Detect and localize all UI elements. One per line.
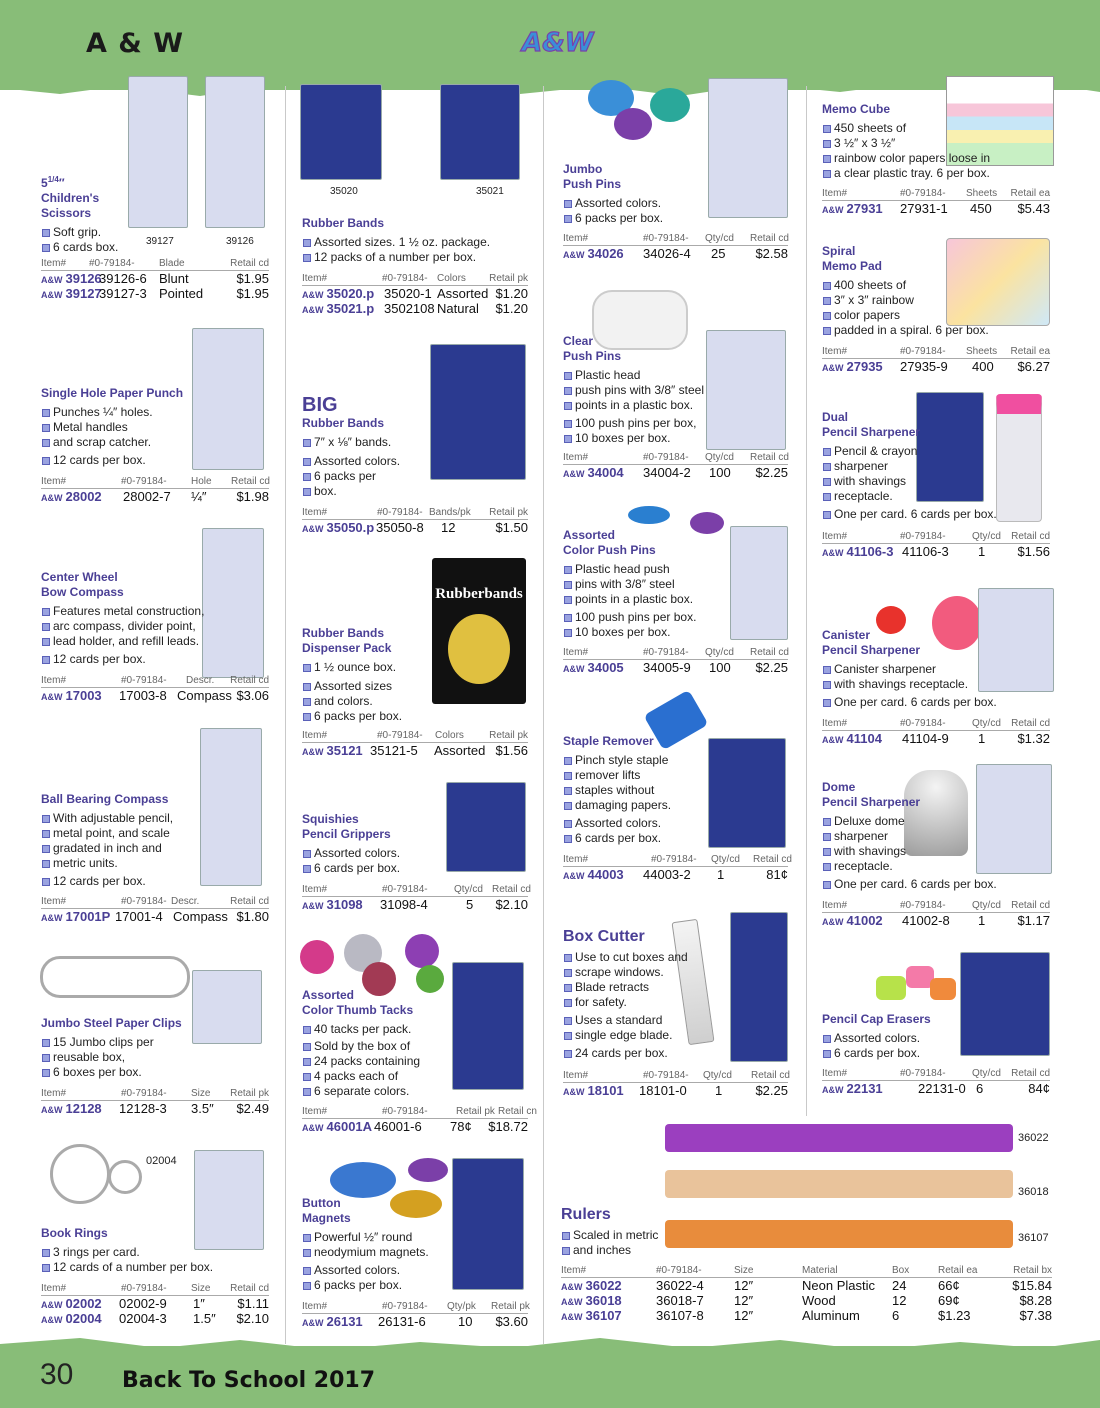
product-title: Pencil Sharpener	[822, 425, 921, 439]
product-thumb-tacks	[302, 988, 450, 1099]
product-title: Dual	[822, 410, 849, 424]
eraser-image	[876, 976, 906, 1000]
table-header: Item# #0-79184- Bands/pk Retail pk	[302, 507, 528, 518]
table-header: Item# #0-79184- Qty/cd Retail cd	[822, 718, 1050, 729]
bullet: 12 cards per box.	[41, 453, 191, 468]
price-table	[822, 899, 1050, 928]
product-title: Canister	[822, 628, 871, 642]
table-row: A&W 35121 35121-5 Assorted $1.56	[302, 743, 528, 758]
bullet: With adjustable pencil,	[41, 811, 201, 826]
bullet: One per card. 6 cards per box.	[822, 877, 1012, 892]
product-title: Magnets	[302, 1211, 351, 1225]
rubberbands-dispenser-image	[432, 558, 526, 704]
bullet-cont: 6 cards per box.	[563, 831, 708, 846]
product-title: Color Push Pins	[563, 543, 656, 557]
product-canister-sharpener	[822, 628, 1002, 710]
price-table	[822, 345, 1050, 374]
product-title: Dome	[822, 780, 856, 794]
price-table	[822, 1067, 1050, 1096]
bullet-cont: with shavings	[822, 844, 1012, 859]
table-header: Item# #0-79184- Descr. Retail cd	[41, 896, 269, 907]
table-row: A&W 22131 22131-0 6 84¢	[822, 1081, 1050, 1096]
product-title: Pencil Cap Erasers	[822, 1012, 931, 1026]
ball-bearing-compass-package-image	[200, 728, 262, 886]
table-header: Item# #0-79184- Qty/cd Retail cd	[563, 233, 789, 244]
table-header: Item# #0-79184- Qty/cd Retail cd	[563, 647, 789, 658]
table-header: Item# #0-79184- Descr. Retail cd	[41, 675, 269, 686]
table-row: A&W 28002 28002-7 ¼″ $1.98	[41, 489, 269, 504]
caption: 35020	[330, 186, 358, 197]
table-row: A&W 39126 39126-6 Blunt $1.95	[41, 271, 269, 286]
table-row: A&W 35050.p 35050-8 12 $1.50	[302, 520, 528, 535]
table-row: A&W 35020.p 35020-1 Assorted $1.20	[302, 286, 528, 301]
price-table	[302, 272, 528, 316]
product-title: Scissors	[41, 206, 92, 220]
product-title: Dispenser Pack	[302, 641, 392, 655]
product-title: Rubber Bands	[302, 416, 385, 430]
bullet-cont: metric units.	[41, 856, 201, 871]
aw-logo	[520, 26, 600, 56]
table-header: Item# #0-79184- Sheets Retail ea	[822, 346, 1050, 357]
table-header: Item# #0-79184- Qty/cd Retail cd	[822, 531, 1050, 542]
bullet-cont: reusable box,	[41, 1050, 221, 1065]
bullet-cont: 6 separate colors.	[302, 1084, 450, 1099]
svg-text:A&W: A&W	[522, 28, 594, 58]
price-table	[302, 1105, 537, 1134]
bullet-cont: lead holder, and refill leads.	[41, 634, 231, 649]
bullet-cont: metal point, and scale	[41, 826, 201, 841]
product-title: Push Pins	[563, 349, 622, 363]
bullet-cont: 6 boxes per box.	[41, 1065, 221, 1080]
product-title: Rubber Bands	[302, 216, 385, 230]
bullet-cont: remover lifts	[563, 768, 708, 783]
price-table	[41, 1087, 269, 1116]
price-table	[563, 232, 788, 261]
table-header: Item# #0-79184- Retail pk Retail cn	[302, 1106, 537, 1117]
product-dual-sharpener	[822, 410, 1012, 522]
table-row: A&W 17001P 17001-4 Compass $1.80	[41, 909, 269, 924]
bullet-cont: single edge blade.	[563, 1028, 693, 1043]
product-title: Button	[302, 1196, 341, 1210]
bullet: Deluxe dome	[822, 814, 1012, 829]
price-table	[41, 1282, 269, 1326]
bullet-cont: damaging papers.	[563, 798, 708, 813]
bullet-cont: 24 packs containing	[302, 1054, 450, 1069]
table-row: A&W 18101 18101-0 1 $2.25	[563, 1083, 788, 1098]
product-title: Jumbo	[563, 162, 603, 176]
table-row: A&W 27935 27935-9 400 $6.27	[822, 359, 1050, 374]
product-spiral-memo-pad	[822, 244, 1002, 338]
bullet: Use to cut boxes and	[563, 950, 693, 965]
bullet-cont: 4 packs each of	[302, 1069, 450, 1084]
bullet-cont: push pins with 3/8″ steel	[563, 383, 708, 398]
bullet-cont: 10 boxes per box.	[563, 431, 708, 446]
table-header: Item# #0-79184- Qty/cd Retail cd	[563, 854, 792, 865]
product-title: Pencil Grippers	[302, 827, 391, 841]
bullet: Canister sharpener	[822, 662, 1002, 677]
product-staple-remover	[563, 734, 708, 846]
bullet: Assorted sizes. 1 ½ oz. package.	[302, 235, 532, 250]
bullet-cont: a clear plastic tray. 6 per box.	[822, 166, 1012, 181]
price-table	[302, 729, 528, 758]
bullet-cont: scrape windows.	[563, 965, 693, 980]
product-title: Children's	[41, 191, 100, 205]
paper-clip-image	[40, 956, 190, 998]
product-title: Ball Bearing Compass	[41, 792, 169, 806]
bullet: 12 cards per box.	[41, 652, 231, 667]
product-jumbo-push-pins	[563, 162, 703, 226]
bullet-cont: receptacle.	[822, 859, 1012, 874]
bullet-cont: gradated in inch and	[41, 841, 201, 856]
price-table	[41, 475, 269, 504]
bullet: 400 sheets of	[822, 278, 1002, 293]
bullet: Assorted colors.	[302, 454, 432, 469]
product-punch	[41, 386, 191, 468]
product-title: Center Wheel	[41, 570, 118, 584]
bullet-cont: sharpener	[822, 829, 1012, 844]
table-row: A&W 39127 39127-3 Pointed $1.95	[41, 286, 269, 301]
column-divider	[806, 86, 807, 1116]
table-row: A&W 35021.p 3502108 Natural $1.20	[302, 301, 528, 316]
product-title: Assorted	[563, 528, 616, 542]
bullet-cont: 6 packs per box.	[563, 211, 703, 226]
table-row: A&W 36018 36018-7 12″ Wood 12 69¢ $8.28	[561, 1293, 1052, 1308]
thumb-tack-image	[405, 934, 439, 968]
bullet-cont: staples without	[563, 783, 708, 798]
bullet-cont: points in a plastic box.	[563, 592, 723, 607]
product-rulers	[561, 1206, 681, 1258]
price-table	[563, 646, 788, 675]
table-row: A&W 02002 02002-9 1″ $1.11	[41, 1296, 269, 1311]
product-title: Rubber Bands	[302, 626, 385, 640]
clear-push-pins-package-image	[706, 330, 786, 450]
product-title: Single Hole Paper Punch	[41, 386, 184, 400]
bullet-cont: and scrap catcher.	[41, 435, 191, 450]
product-scissors	[41, 172, 136, 255]
bullet-cont: points in a plastic box.	[563, 398, 708, 413]
product-title: Assorted	[302, 988, 355, 1002]
price-table	[302, 1300, 528, 1329]
color-push-pins-package-image	[730, 526, 788, 640]
product-compass	[41, 570, 231, 667]
table-row: A&W 34005 34005-9 100 $2.25	[563, 660, 788, 675]
thumb-tacks-package-image	[452, 962, 524, 1090]
table-header: Item# #0-79184- Qty/pk Retail pk	[302, 1301, 530, 1312]
bullet: Powerful ½″ round	[302, 1230, 452, 1245]
thumb-tack-image	[300, 940, 334, 974]
bullet: Features metal construction,	[41, 604, 231, 619]
bullet: Soft grip.	[41, 225, 136, 240]
bullet-cont: 3 ½″ x 3 ½″	[822, 136, 1012, 151]
bullet: One per card. 6 cards per box.	[822, 695, 1002, 710]
bullet-cont: with shavings receptacle.	[822, 677, 1002, 692]
table-row: A&W 41002 41002-8 1 $1.17	[822, 913, 1050, 928]
table-header: Item# #0-79184- Qty/cd Retail cd	[563, 452, 789, 463]
product-title: Memo Cube	[822, 102, 891, 116]
table-row: A&W 41104 41104-9 1 $1.32	[822, 731, 1050, 746]
wood-ruler-image	[665, 1170, 1013, 1198]
bullet: Plastic head	[563, 368, 708, 383]
price-table	[302, 883, 531, 912]
magnets-package-image	[452, 1158, 524, 1290]
table-row: A&W 17003 17003-8 Compass $3.06	[41, 688, 269, 703]
bullet-cont: rainbow color papers loose in	[822, 151, 1012, 166]
table-header: Item# #0-79184- Blade Retail cd	[41, 258, 269, 269]
bullet: 7″ x ⅛″ bands.	[302, 435, 432, 450]
caption: 39126	[226, 236, 254, 247]
bullet-cont: 10 boxes per box.	[563, 625, 723, 640]
dispenser-label: Rubberbands	[435, 586, 523, 602]
staple-remover-package-image	[708, 738, 786, 848]
table-header: Item# #0-79184- Qty/cd Retail cd	[822, 900, 1050, 911]
bullet-cont: 12 cards of a number per box.	[41, 1260, 241, 1275]
book-ring-image	[108, 1160, 142, 1194]
table-row: A&W 27931 27931-1 450 $5.43	[822, 201, 1050, 216]
magnet-image	[408, 1158, 448, 1182]
caption: 36018	[1018, 1186, 1049, 1198]
bullet-cont: receptacle.	[822, 489, 1012, 504]
scissors-package-image	[205, 76, 265, 228]
aluminum-ruler-image	[665, 1220, 1013, 1248]
bullet: 100 push pins per box.	[563, 610, 723, 625]
table-row: A&W 41106-3 41106-3 1 $1.56	[822, 544, 1050, 559]
price-table	[563, 1069, 788, 1098]
product-title: Push Pins	[563, 177, 622, 191]
table-row: A&W 02004 02004-3 1.5″ $2.10	[41, 1311, 269, 1326]
bullet-cont: for safety.	[563, 995, 693, 1010]
product-dome-sharpener	[822, 780, 1012, 892]
product-book-rings	[41, 1226, 241, 1275]
product-title: Staple Remover	[563, 734, 654, 748]
product-memo-cube	[822, 102, 1012, 181]
bullet-cont: color papers	[822, 308, 1002, 323]
push-pin-image	[614, 108, 652, 140]
price-table	[822, 717, 1050, 746]
table-header: Item# #0-79184- Qty/cd Retail cd	[302, 884, 531, 895]
table-row: A&W 34004 34004-2 100 $2.25	[563, 465, 788, 480]
bullet-cont: padded in a spiral. 6 per box.	[822, 323, 1002, 338]
bullet: 12 cards per box.	[41, 874, 201, 889]
scissors-package-image	[128, 76, 188, 228]
table-header: Item# #0-79184- Colors Retail pk	[302, 273, 528, 284]
table-header: Item# #0-79184- Size Retail cd	[41, 1283, 269, 1294]
product-title: Box Cutter	[563, 928, 645, 945]
book-ring-image	[50, 1144, 110, 1204]
table-header: Item# #0-79184- Size Retail pk	[41, 1088, 269, 1099]
table-row: A&W 44003 44003-2 1 81¢	[563, 867, 788, 882]
product-button-magnets	[302, 1196, 452, 1293]
table-header: Item# #0-79184- Size Material Box Retail ea Retail bx	[561, 1265, 1052, 1276]
table-row: A&W 36022 36022-4 12″ Neon Plastic 24 66¢ $15.84	[561, 1278, 1052, 1293]
rubber-bands-package-image	[300, 84, 382, 180]
bullet: 1 ½ ounce box.	[302, 660, 432, 675]
table-row: A&W 34026 34026-4 25 $2.58	[563, 246, 788, 261]
bullet-cont: sharpener	[822, 459, 1012, 474]
bullet-cont: 6 cards box.	[41, 240, 136, 255]
column-divider	[285, 86, 286, 1344]
table-row: A&W 36107 36107-8 12″ Aluminum 6 $1.23 $7.38	[561, 1308, 1052, 1323]
caption: 36107	[1018, 1232, 1049, 1244]
product-rubber-bands	[302, 216, 532, 265]
bullet-cont: pins with 3/8″ steel	[563, 577, 723, 592]
price-table	[561, 1264, 1052, 1323]
bullet-cont: 12 packs of a number per box.	[302, 250, 532, 265]
big-rubber-bands-package-image	[430, 344, 526, 480]
product-title: Squishies	[302, 812, 359, 826]
bullet-cont: 6 cards per box.	[302, 861, 442, 876]
bullet: Punches ¼″ holes.	[41, 405, 191, 420]
product-clear-push-pins	[563, 334, 708, 446]
footer-title: Back To School 2017	[122, 1368, 376, 1393]
bullet-cont: and inches	[561, 1243, 681, 1258]
product-title: Color Thumb Tacks	[302, 1003, 414, 1017]
table-header: Item# #0-79184- Qty/cd Retail cd	[822, 1068, 1050, 1079]
price-table	[822, 530, 1050, 559]
bullet-cont: box.	[302, 484, 432, 499]
bullet-cont: with shavings	[822, 474, 1012, 489]
product-color-push-pins	[563, 528, 723, 640]
push-pin-image	[628, 506, 670, 524]
bullet-cont: 6 cards per box.	[822, 1046, 962, 1061]
product-dispenser-pack	[302, 626, 432, 724]
table-row: A&W 12128 12128-3 3.5″ $2.49	[41, 1101, 269, 1116]
bullet: 24 cards per box.	[563, 1046, 693, 1061]
bullet: Scaled in metric	[561, 1228, 681, 1243]
bullet: Pencil & crayon	[822, 444, 1012, 459]
caption: 36022	[1018, 1132, 1049, 1144]
bullet: Pinch style staple	[563, 753, 708, 768]
product-box-cutter	[563, 928, 693, 1061]
bullet-cont: arc compass, divider point,	[41, 619, 231, 634]
table-row: A&W 46001A 46001-6 78¢ $18.72	[302, 1119, 528, 1134]
bullet-cont: Blade retracts	[563, 980, 693, 995]
bullet: Assorted colors.	[302, 846, 442, 861]
bullet: Assorted colors.	[822, 1031, 962, 1046]
bullet-cont: 6 packs per	[302, 469, 432, 484]
bullet: One per card. 6 cards per box.	[822, 507, 1012, 522]
bullet: 40 tacks per pack.	[302, 1022, 450, 1037]
bullet-cont: and colors.	[302, 694, 432, 709]
product-title: BIG	[302, 394, 338, 416]
product-title: $5^{1/4}''$	[41, 175, 65, 190]
box-cutter-package-image	[730, 912, 788, 1062]
product-cap-erasers	[822, 1012, 962, 1061]
paper-punch-package-image	[192, 328, 264, 470]
caption: 39127	[146, 236, 174, 247]
bullet: 450 sheets of	[822, 121, 1012, 136]
pencil-grippers-package-image	[446, 782, 526, 872]
product-paper-clips	[41, 1016, 221, 1080]
bullet: 100 push pins per box,	[563, 416, 708, 431]
price-table	[41, 674, 269, 703]
push-pin-image	[650, 88, 690, 122]
product-pencil-grippers	[302, 812, 442, 876]
price-table	[41, 895, 269, 924]
price-table	[563, 451, 788, 480]
eraser-image	[930, 978, 956, 1000]
bullet: Plastic head push	[563, 562, 723, 577]
product-ball-bearing-compass	[41, 792, 201, 889]
neon-ruler-image	[665, 1124, 1013, 1152]
table-header: Item# #0-79184- Colors Retail pk	[302, 730, 528, 741]
product-title: Rulers	[561, 1206, 611, 1223]
bullet: 3 rings per card.	[41, 1245, 241, 1260]
magnet-image	[330, 1162, 396, 1198]
bullet: 15 Jumbo clips per	[41, 1035, 221, 1050]
product-title: Book Rings	[41, 1226, 108, 1240]
table-row: A&W 31098 31098-4 5 $2.10	[302, 897, 528, 912]
caption: 35021	[476, 186, 504, 197]
table-header: Item# #0-79184- Qty/cd Retail cd	[563, 1070, 790, 1081]
rubber-bands-package-image	[440, 84, 520, 180]
caption: 02004	[146, 1155, 177, 1167]
table-row: A&W 26131 26131-6 10 $3.60	[302, 1314, 528, 1329]
column-divider	[543, 86, 544, 1344]
bullet: Assorted colors.	[563, 196, 703, 211]
bullet: Assorted colors.	[302, 1263, 452, 1278]
price-table	[822, 187, 1050, 216]
product-title: Memo Pad	[822, 259, 883, 273]
bullet-cont: 3″ x 3″ rainbow	[822, 293, 1002, 308]
product-big-rubber-bands	[302, 394, 432, 499]
brand-title: A & W	[86, 28, 185, 59]
product-title: Clear	[563, 334, 594, 348]
bullet: Assorted sizes	[302, 679, 432, 694]
product-title: Jumbo Steel Paper Clips	[41, 1016, 182, 1030]
bullet: Sold by the box of	[302, 1039, 450, 1054]
price-table	[563, 853, 792, 882]
price-table	[302, 506, 528, 535]
bullet-cont: 6 packs per box.	[302, 1278, 452, 1293]
product-title: Pencil Sharpener	[822, 643, 921, 657]
bullet-cont: neodymium magnets.	[302, 1245, 452, 1260]
bullet-cont: 6 packs per box.	[302, 709, 432, 724]
product-title: Spiral	[822, 244, 856, 258]
erasers-package-image	[960, 952, 1050, 1056]
bullet: Uses a standard	[563, 1013, 693, 1028]
bullet: Assorted colors.	[563, 816, 708, 831]
jumbo-push-pins-package-image	[708, 78, 788, 218]
price-table	[41, 257, 269, 301]
product-title: Bow Compass	[41, 585, 124, 599]
page-number: 30	[40, 1358, 74, 1391]
product-title: Pencil Sharpener	[822, 795, 921, 809]
table-header: Item# #0-79184- Hole Retail cd	[41, 476, 270, 487]
bullet-cont: Metal handles	[41, 420, 191, 435]
table-header: Item# #0-79184- Sheets Retail ea	[822, 188, 1050, 199]
